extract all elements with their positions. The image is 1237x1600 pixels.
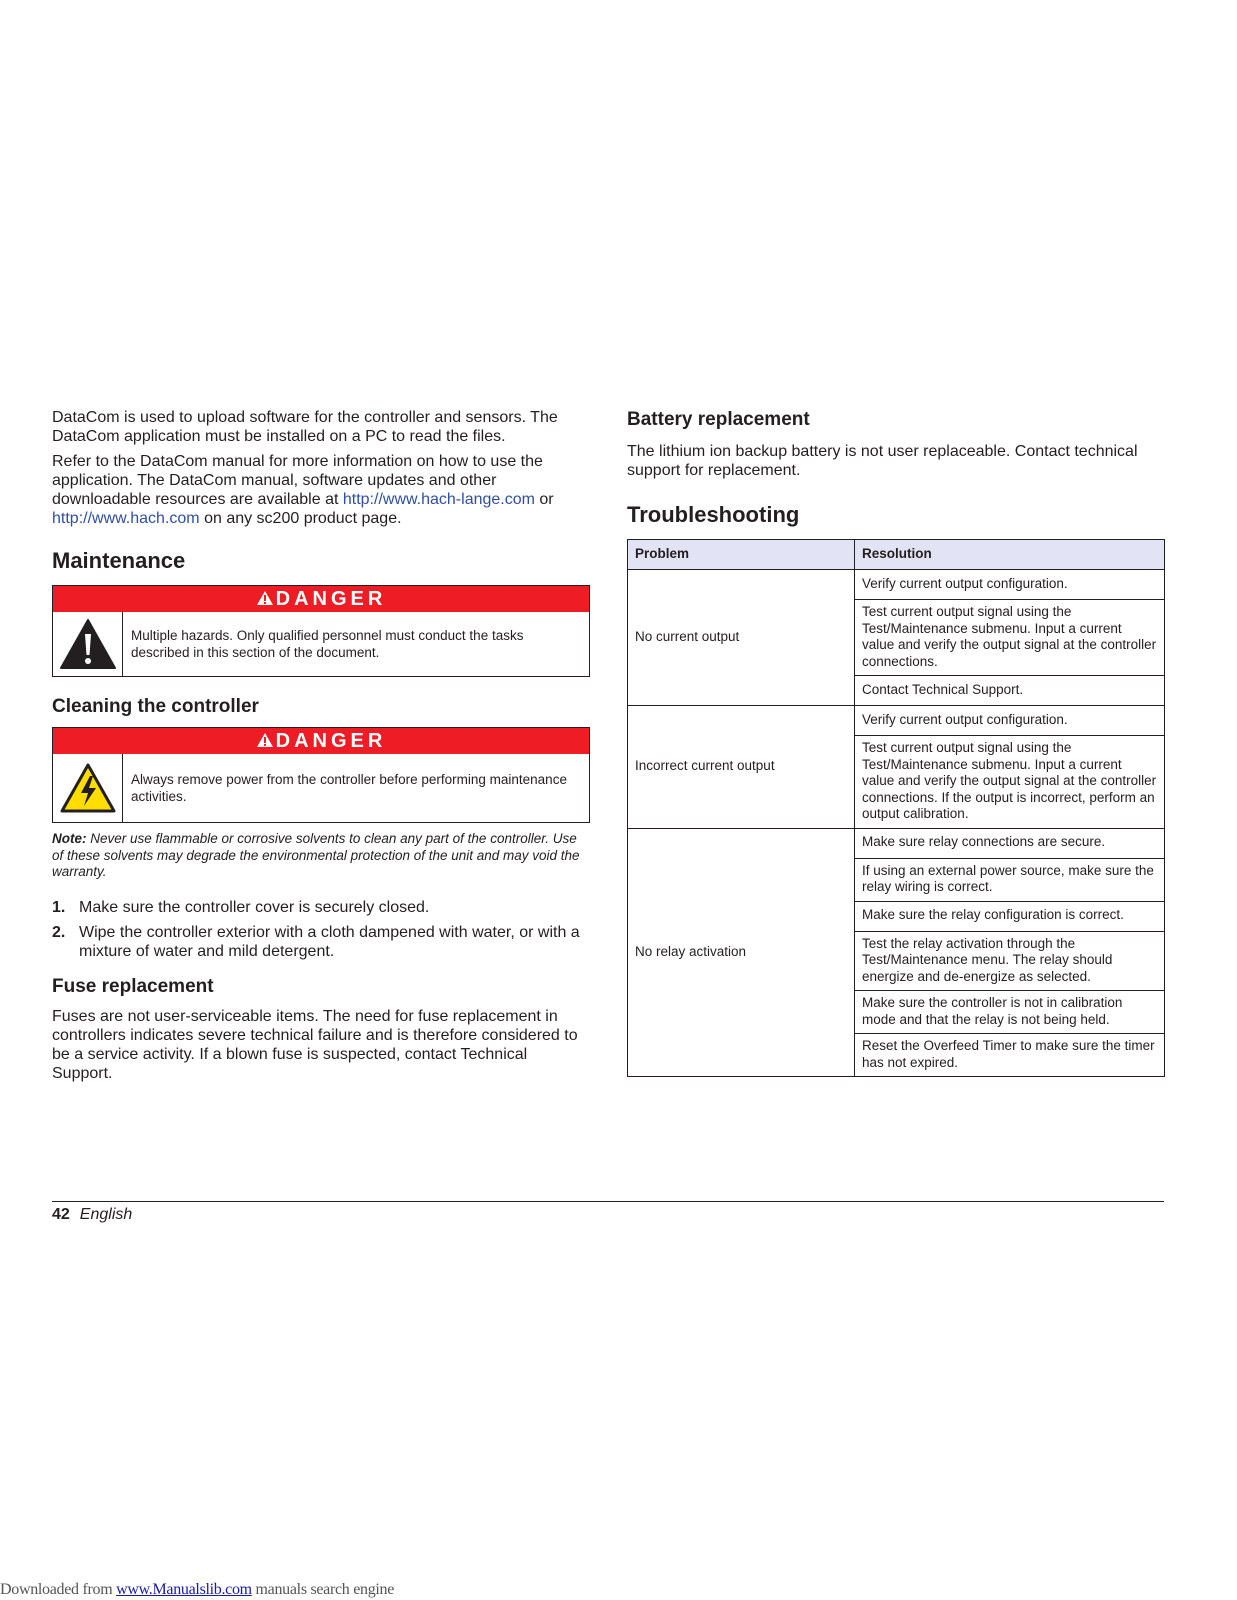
download-banner xyxy=(0,1581,394,1599)
resolution-cell: Test current output signal using the Test/Maintenance submenu. Input a current value and verify the output signal at the controller connections. xyxy=(855,600,1165,676)
manualslib-link[interactable]: www.Manualslib.com xyxy=(116,1581,252,1598)
step-text: Make sure the controller cover is securely closed. xyxy=(79,898,430,916)
page-number: 42 xyxy=(52,1206,70,1223)
step-number: 1. xyxy=(52,898,66,916)
page-footer xyxy=(52,1205,132,1224)
battery-heading: Battery replacement xyxy=(627,409,810,430)
resolution-cell: Contact Technical Support. xyxy=(855,676,1165,706)
problem-cell: No current output xyxy=(628,570,855,706)
datacom-manual-text-a: Refer to the DataCom manual for more information on how to use the application. The DataCom manual, software updates and other downloadable resources are available at xyxy=(52,453,543,508)
table-row xyxy=(628,570,1165,600)
resolution-cell: Test current output signal using the Test/Maintenance submenu. Input a current value and verify the output signal at the controller connections. If the output is incorrect, perform an output calibration. xyxy=(855,736,1165,829)
datacom-manual-text-b: or xyxy=(534,491,554,508)
list-item xyxy=(52,923,590,961)
resolution-cell: Make sure the relay configuration is correct. xyxy=(855,901,1165,931)
problem-cell: Incorrect current output xyxy=(628,706,855,829)
danger-box-electrical xyxy=(52,727,590,823)
download-suffix: manuals search engine xyxy=(251,1581,395,1598)
datacom-manual-paragraph xyxy=(52,452,590,528)
troubleshooting-table xyxy=(627,539,1165,1077)
danger-body xyxy=(53,754,589,822)
footer-divider xyxy=(52,1201,1164,1202)
troubleshooting-heading: Troubleshooting xyxy=(627,502,800,527)
danger-label: DANGER xyxy=(275,588,387,610)
note-label: Note: xyxy=(52,831,87,846)
datacom-manual-text-c: on any sc200 product page. xyxy=(199,510,402,527)
danger-header xyxy=(53,586,589,612)
right-column xyxy=(627,408,1164,1077)
fuse-heading: Fuse replacement xyxy=(52,975,214,997)
resolution-cell: Reset the Overfeed Timer to make sure the timer has not expired. xyxy=(855,1034,1165,1077)
warning-triangle-icon xyxy=(256,732,274,748)
danger-box-multiple-hazards xyxy=(52,585,590,677)
hach-lange-link[interactable]: http://www.hach-lange.com xyxy=(342,491,535,508)
left-column xyxy=(52,408,590,1089)
cleaning-heading: Cleaning the controller xyxy=(52,696,259,717)
resolution-cell: Test the relay activation through the Test/Maintenance menu. The relay should energize and de-energize as selected. xyxy=(855,931,1165,991)
fuse-paragraph: Fuses are not user-serviceable items. The need for fuse replacement in controllers indicates severe technical failure and is therefore considered to be a service activity. If a blown fuse is suspected, contact Technical Support. xyxy=(52,1007,578,1082)
datacom-paragraph: DataCom is used to upload software for the controller and sensors. The DataCom application must be installed on a PC to read the files. xyxy=(52,409,558,445)
table-row xyxy=(628,828,1165,858)
resolution-cell: Verify current output configuration. xyxy=(855,570,1165,600)
danger-label: DANGER xyxy=(275,730,387,752)
cleaning-steps xyxy=(52,898,590,961)
exclamation-hazard-icon xyxy=(59,618,117,670)
column-header-problem: Problem xyxy=(628,540,855,570)
danger-header xyxy=(53,728,589,754)
note-text: Never use flammable or corrosive solvents to clean any part of the controller. Use of these solvents may degrade the environmental protection of the unit and may void the warranty. xyxy=(52,831,580,879)
step-text: Wipe the controller exterior with a cloth dampened with water, or with a mixture of water and mild detergent. xyxy=(79,923,580,960)
resolution-cell: Make sure the controller is not in calibration mode and that the relay is not being held. xyxy=(855,991,1165,1034)
note xyxy=(52,831,590,881)
hach-link[interactable]: http://www.hach.com xyxy=(52,510,200,527)
battery-paragraph: The lithium ion backup battery is not user replaceable. Contact technical support for replacement. xyxy=(627,443,1138,479)
table-row xyxy=(628,706,1165,736)
warning-triangle-icon xyxy=(256,590,274,606)
resolution-cell: If using an external power source, make sure the relay wiring is correct. xyxy=(855,858,1165,901)
danger-body xyxy=(53,612,589,676)
download-prefix: Downloaded from xyxy=(0,1581,117,1598)
step-number: 2. xyxy=(52,923,66,941)
danger-text: Multiple hazards. Only qualified personnel must conduct the tasks described in this section of the document. xyxy=(131,628,524,660)
resolution-cell: Verify current output configuration. xyxy=(855,706,1165,736)
danger-icon-cell xyxy=(53,754,123,822)
danger-icon-cell xyxy=(53,612,123,676)
maintenance-heading: Maintenance xyxy=(52,548,186,573)
electrical-hazard-icon xyxy=(59,762,117,814)
table-header-row xyxy=(628,540,1165,570)
column-header-resolution: Resolution xyxy=(855,540,1165,570)
list-item xyxy=(52,898,590,917)
problem-cell: No relay activation xyxy=(628,828,855,1077)
danger-text: Always remove power from the controller before performing maintenance activities. xyxy=(131,772,567,804)
footer-language: English xyxy=(79,1206,133,1223)
resolution-cell: Make sure relay connections are secure. xyxy=(855,828,1165,858)
